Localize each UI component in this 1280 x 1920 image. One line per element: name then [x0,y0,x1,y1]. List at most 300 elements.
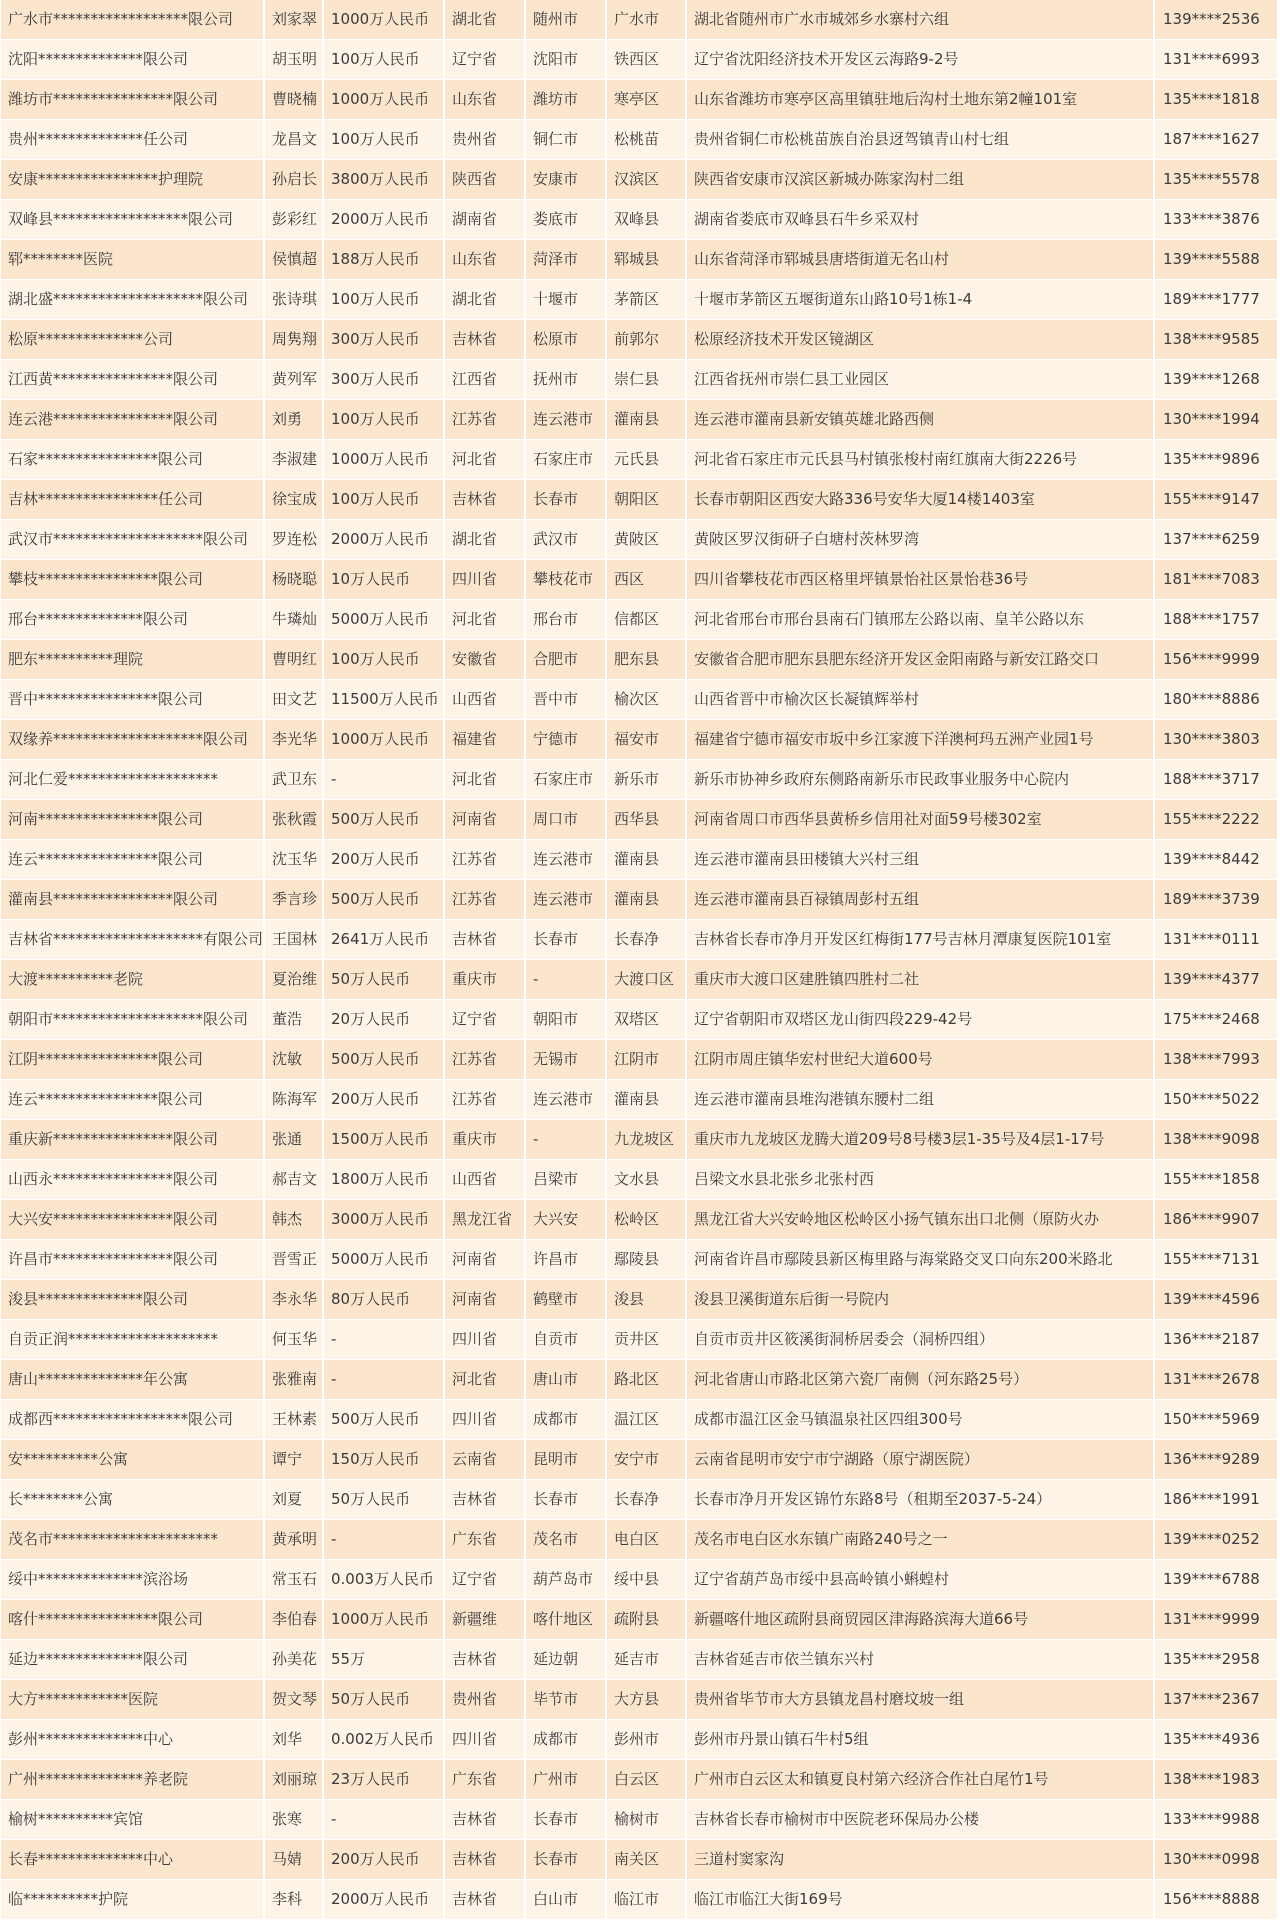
phone-cell: 130****1994 [1155,400,1279,440]
address-cell: 彭州市丹景山镇石牛村5组 [687,1720,1155,1760]
registered-capital-cell: 23万人民币 [324,1760,445,1800]
contact-name-cell: 董浩 [265,1000,324,1040]
city-cell: 葫芦岛市 [526,1560,607,1600]
table-row [1,720,1279,760]
registered-capital-cell: 3000万人民币 [324,1200,445,1240]
contact-name-cell: 侯慎超 [265,240,324,280]
registered-capital-cell: 1000万人民币 [324,440,445,480]
registered-capital-cell: 150万人民币 [324,1440,445,1480]
province-cell: 湖北省 [445,520,526,560]
address-cell: 十堰市茅箭区五堰街道东山路10号1栋1-4 [687,280,1155,320]
phone-cell: 155****1858 [1155,1160,1279,1200]
company-name-cell: 连云****************限公司 [1,840,265,880]
registered-capital-cell: 50万人民币 [324,960,445,1000]
address-cell: 松原经济技术开发区镜湖区 [687,320,1155,360]
city-cell: 晋中市 [526,680,607,720]
city-cell: 合肥市 [526,640,607,680]
city-cell: 许昌市 [526,1240,607,1280]
table-row [1,160,1279,200]
company-name-cell: 长********公寓 [1,1480,265,1520]
registered-capital-cell: 500万人民币 [324,1040,445,1080]
table-row [1,1200,1279,1240]
province-cell: 山东省 [445,80,526,120]
province-cell: 吉林省 [445,1800,526,1840]
city-cell: 连云港市 [526,840,607,880]
phone-cell: 136****2187 [1155,1320,1279,1360]
province-cell: 山西省 [445,1160,526,1200]
registered-capital-cell: 300万人民币 [324,360,445,400]
table-row [1,280,1279,320]
province-cell: 重庆市 [445,960,526,1000]
province-cell: 广东省 [445,1760,526,1800]
city-cell: 石家庄市 [526,440,607,480]
company-name-cell: 河南****************限公司 [1,800,265,840]
address-cell: 河北省石家庄市元氏县马村镇张梭村南红旗南大街2226号 [687,440,1155,480]
table-row [1,1480,1279,1520]
contact-name-cell: 田文艺 [265,680,324,720]
contact-name-cell: 徐宝成 [265,480,324,520]
address-cell: 连云港市灌南县百禄镇周彭村五组 [687,880,1155,920]
registered-capital-cell: 2641万人民币 [324,920,445,960]
province-cell: 江西省 [445,360,526,400]
contact-name-cell: 夏治维 [265,960,324,1000]
contact-name-cell: 罗连松 [265,520,324,560]
contact-name-cell: 郝吉文 [265,1160,324,1200]
address-cell: 辽宁省沈阳经济技术开发区云海路9-2号 [687,40,1155,80]
city-cell: 大兴安 [526,1200,607,1240]
province-cell: 四川省 [445,1720,526,1760]
company-name-cell: 大方************医院 [1,1680,265,1720]
contact-name-cell: 李科 [265,1880,324,1920]
phone-cell: 186****9907 [1155,1200,1279,1240]
phone-cell: 138****1983 [1155,1760,1279,1800]
district-cell: 福安市 [607,720,687,760]
phone-cell: 131****9999 [1155,1600,1279,1640]
company-name-cell: 榆树**********宾馆 [1,1800,265,1840]
contact-name-cell: 龙昌文 [265,120,324,160]
city-cell: - [526,960,607,1000]
phone-cell: 139****4596 [1155,1280,1279,1320]
table-row [1,360,1279,400]
province-cell: 吉林省 [445,920,526,960]
city-cell: 连云港市 [526,880,607,920]
address-cell: 广州市白云区太和镇夏良村第六经济合作社白尾竹1号 [687,1760,1155,1800]
city-cell: 吕梁市 [526,1160,607,1200]
district-cell: 榆树市 [607,1800,687,1840]
company-name-cell: 湖北盛********************限公司 [1,280,265,320]
phone-cell: 156****8888 [1155,1880,1279,1920]
contact-name-cell: 沈玉华 [265,840,324,880]
contact-name-cell: 张秋霞 [265,800,324,840]
registered-capital-cell: - [324,1360,445,1400]
contact-name-cell: 曹明红 [265,640,324,680]
table-row [1,1880,1279,1920]
district-cell: 路北区 [607,1360,687,1400]
district-cell: 长春净 [607,1480,687,1520]
contact-name-cell: 刘华 [265,1720,324,1760]
contact-name-cell: 牛璘灿 [265,600,324,640]
company-name-cell: 临**********护院 [1,1880,265,1920]
table-row [1,1400,1279,1440]
company-name-cell: 绥中**************滨浴场 [1,1560,265,1600]
table-row [1,800,1279,840]
company-name-cell: 长春**************中心 [1,1840,265,1880]
city-cell: 长春市 [526,1840,607,1880]
company-name-cell: 许昌市****************限公司 [1,1240,265,1280]
registered-capital-cell: 100万人民币 [324,640,445,680]
district-cell: 绥中县 [607,1560,687,1600]
registered-capital-cell: 200万人民币 [324,840,445,880]
registered-capital-cell: 80万人民币 [324,1280,445,1320]
district-cell: 寒亭区 [607,80,687,120]
contact-name-cell: 刘丽琼 [265,1760,324,1800]
address-cell: 四川省攀枝花市西区格里坪镇景怡社区景怡巷36号 [687,560,1155,600]
contact-name-cell: 李淑建 [265,440,324,480]
address-cell: 贵州省铜仁市松桃苗族自治县迓驾镇青山村七组 [687,120,1155,160]
city-cell: 无锡市 [526,1040,607,1080]
company-name-cell: 双缘养********************限公司 [1,720,265,760]
table-row [1,520,1279,560]
company-name-cell: 彭州**************中心 [1,1720,265,1760]
city-cell: 铜仁市 [526,120,607,160]
registered-capital-cell: 300万人民币 [324,320,445,360]
registered-capital-cell: 1500万人民币 [324,1120,445,1160]
district-cell: 白云区 [607,1760,687,1800]
city-cell: 长春市 [526,480,607,520]
province-cell: 吉林省 [445,320,526,360]
district-cell: 郓城县 [607,240,687,280]
province-cell: 广东省 [445,1520,526,1560]
district-cell: 大渡口区 [607,960,687,1000]
registered-capital-cell: - [324,1520,445,1560]
phone-cell: 150****5022 [1155,1080,1279,1120]
table-row [1,760,1279,800]
phone-cell: 188****1757 [1155,600,1279,640]
city-cell: 成都市 [526,1400,607,1440]
district-cell: 九龙坡区 [607,1120,687,1160]
city-cell: 鹤壁市 [526,1280,607,1320]
table-row [1,1240,1279,1280]
table-row [1,1760,1279,1800]
address-cell: 连云港市灌南县新安镇英雄北路西侧 [687,400,1155,440]
province-cell: 河南省 [445,1240,526,1280]
district-cell: 双塔区 [607,1000,687,1040]
table-row [1,1040,1279,1080]
contact-name-cell: 武卫东 [265,760,324,800]
city-cell: 连云港市 [526,1080,607,1120]
district-cell: 灌南县 [607,880,687,920]
district-cell: 文水县 [607,1160,687,1200]
company-name-cell: 吉林****************任公司 [1,480,265,520]
table-row [1,1160,1279,1200]
city-cell: 广州市 [526,1760,607,1800]
contact-name-cell: 彭彩红 [265,200,324,240]
company-name-cell: 安康****************护理院 [1,160,265,200]
table-row [1,920,1279,960]
province-cell: 江苏省 [445,400,526,440]
registered-capital-cell: 0.002万人民币 [324,1720,445,1760]
contact-name-cell: 曹晓楠 [265,80,324,120]
address-cell: 湖北省随州市广水市城郊乡水寨村六组 [687,0,1155,40]
district-cell: 临江市 [607,1880,687,1920]
city-cell: 自贡市 [526,1320,607,1360]
company-name-cell: 河北仁爱******************** [1,760,265,800]
contact-name-cell: 谭宁 [265,1440,324,1480]
contact-name-cell: 黄列军 [265,360,324,400]
contact-name-cell: 刘夏 [265,1480,324,1520]
district-cell: 松桃苗 [607,120,687,160]
phone-cell: 150****5969 [1155,1400,1279,1440]
district-cell: 贡井区 [607,1320,687,1360]
province-cell: 吉林省 [445,480,526,520]
company-name-cell: 石家****************限公司 [1,440,265,480]
table-row [1,1360,1279,1400]
table-row [1,960,1279,1000]
address-cell: 黑龙江省大兴安岭地区松岭区小扬气镇东出口北侧（原防火办 [687,1200,1155,1240]
province-cell: 江苏省 [445,880,526,920]
city-cell: 连云港市 [526,400,607,440]
district-cell: 元氏县 [607,440,687,480]
province-cell: 吉林省 [445,1480,526,1520]
company-name-cell: 朝阳市********************限公司 [1,1000,265,1040]
phone-cell: 135****9896 [1155,440,1279,480]
table-row [1,400,1279,440]
registered-capital-cell: - [324,760,445,800]
phone-cell: 139****0252 [1155,1520,1279,1560]
phone-cell: 130****3803 [1155,720,1279,760]
contact-name-cell: 何玉华 [265,1320,324,1360]
city-cell: 成都市 [526,1720,607,1760]
table-row [1,640,1279,680]
province-cell: 江苏省 [445,1080,526,1120]
contact-name-cell: 张雅南 [265,1360,324,1400]
address-cell: 河南省许昌市鄢陵县新区梅里路与海棠路交叉口向东200米路北 [687,1240,1155,1280]
province-cell: 新疆维 [445,1600,526,1640]
contact-name-cell: 黄承明 [265,1520,324,1560]
district-cell: 彭州市 [607,1720,687,1760]
city-cell: - [526,1120,607,1160]
district-cell: 广水市 [607,0,687,40]
address-cell: 山东省潍坊市寒亭区高里镇驻地后沟村土地东第2幢101室 [687,80,1155,120]
address-cell: 安徽省合肥市肥东县肥东经济开发区金阳南路与新安江路交口 [687,640,1155,680]
district-cell: 长春净 [607,920,687,960]
table-row [1,1280,1279,1320]
company-name-cell: 灌南县****************限公司 [1,880,265,920]
contact-name-cell: 周隽翔 [265,320,324,360]
phone-cell: 186****1991 [1155,1480,1279,1520]
table-row [1,560,1279,600]
address-cell: 江阴市周庄镇华宏村世纪大道600号 [687,1040,1155,1080]
province-cell: 云南省 [445,1440,526,1480]
table-row [1,240,1279,280]
contact-name-cell: 季言珍 [265,880,324,920]
city-cell: 唐山市 [526,1360,607,1400]
address-cell: 江西省抚州市崇仁县工业园区 [687,360,1155,400]
district-cell: 前郭尔 [607,320,687,360]
registered-capital-cell: 100万人民币 [324,480,445,520]
phone-cell: 139****4377 [1155,960,1279,1000]
address-cell: 新疆喀什地区疏附县商贸园区津海路滨海大道66号 [687,1600,1155,1640]
phone-cell: 133****9988 [1155,1800,1279,1840]
address-cell: 吕梁文水县北张乡北张村西 [687,1160,1155,1200]
address-cell: 陕西省安康市汉滨区新城办陈家沟村二组 [687,160,1155,200]
address-cell: 长春市朝阳区西安大路336号安华大厦14楼1403室 [687,480,1155,520]
province-cell: 河北省 [445,440,526,480]
phone-cell: 188****3717 [1155,760,1279,800]
address-cell: 辽宁省朝阳市双塔区龙山街四段229-42号 [687,1000,1155,1040]
table-row [1,1120,1279,1160]
contact-name-cell: 常玉石 [265,1560,324,1600]
district-cell: 铁西区 [607,40,687,80]
company-name-cell: 吉林省********************有限公司 [1,920,265,960]
address-cell: 成都市温江区金马镇温泉社区四组300号 [687,1400,1155,1440]
company-name-cell: 晋中****************限公司 [1,680,265,720]
district-cell: 肥东县 [607,640,687,680]
table-row [1,1560,1279,1600]
company-name-cell: 山西永****************限公司 [1,1160,265,1200]
province-cell: 山东省 [445,240,526,280]
company-name-cell: 安**********公寓 [1,1440,265,1480]
address-cell: 三道村窦家沟 [687,1840,1155,1880]
province-cell: 重庆市 [445,1120,526,1160]
city-cell: 长春市 [526,1800,607,1840]
address-cell: 浚县卫溪街道东后街一号院内 [687,1280,1155,1320]
province-cell: 四川省 [445,1320,526,1360]
province-cell: 吉林省 [445,1880,526,1920]
city-cell: 周口市 [526,800,607,840]
address-cell: 新乐市协神乡政府东侧路南新乐市民政事业服务中心院内 [687,760,1155,800]
phone-cell: 139****2536 [1155,0,1279,40]
city-cell: 长春市 [526,920,607,960]
registered-capital-cell: 1000万人民币 [324,720,445,760]
contact-name-cell: 李光华 [265,720,324,760]
company-name-cell: 双峰县******************限公司 [1,200,265,240]
province-cell: 贵州省 [445,1680,526,1720]
address-cell: 黄陂区罗汉街研子白塘村茨林罗湾 [687,520,1155,560]
phone-cell: 130****0998 [1155,1840,1279,1880]
registered-capital-cell: 500万人民币 [324,880,445,920]
table-row [1,1680,1279,1720]
province-cell: 河南省 [445,800,526,840]
contact-name-cell: 张寒 [265,1800,324,1840]
company-name-cell: 江西黄****************限公司 [1,360,265,400]
district-cell: 安宁市 [607,1440,687,1480]
registered-capital-cell: - [324,1320,445,1360]
district-cell: 延吉市 [607,1640,687,1680]
company-name-cell: 成都西******************限公司 [1,1400,265,1440]
contact-name-cell: 李伯春 [265,1600,324,1640]
table-row [1,1080,1279,1120]
contact-name-cell: 孙启长 [265,160,324,200]
city-cell: 松原市 [526,320,607,360]
table-row [1,120,1279,160]
contact-name-cell: 王林素 [265,1400,324,1440]
city-cell: 菏泽市 [526,240,607,280]
registered-capital-cell: - [324,1800,445,1840]
province-cell: 河南省 [445,1280,526,1320]
contact-name-cell: 李永华 [265,1280,324,1320]
company-name-cell: 茂名市********************** [1,1520,265,1560]
table-row [1,80,1279,120]
province-cell: 陕西省 [445,160,526,200]
registered-capital-cell: 1000万人民币 [324,1600,445,1640]
city-cell: 喀什地区 [526,1600,607,1640]
company-name-cell: 潍坊市****************限公司 [1,80,265,120]
district-cell: 鄢陵县 [607,1240,687,1280]
province-cell: 山西省 [445,680,526,720]
phone-cell: 138****9098 [1155,1120,1279,1160]
district-cell: 大方县 [607,1680,687,1720]
province-cell: 江苏省 [445,840,526,880]
city-cell: 随州市 [526,0,607,40]
province-cell: 辽宁省 [445,40,526,80]
district-cell: 灌南县 [607,840,687,880]
province-cell: 吉林省 [445,1840,526,1880]
district-cell: 新乐市 [607,760,687,800]
phone-cell: 189****1777 [1155,280,1279,320]
district-cell: 江阴市 [607,1040,687,1080]
address-cell: 临江市临江大街169号 [687,1880,1155,1920]
city-cell: 茂名市 [526,1520,607,1560]
phone-cell: 135****2958 [1155,1640,1279,1680]
address-cell: 连云港市灌南县田楼镇大兴村三组 [687,840,1155,880]
district-cell: 电白区 [607,1520,687,1560]
province-cell: 安徽省 [445,640,526,680]
city-cell: 娄底市 [526,200,607,240]
phone-cell: 138****7993 [1155,1040,1279,1080]
province-cell: 湖南省 [445,200,526,240]
company-name-cell: 广水市******************限公司 [1,0,265,40]
address-cell: 河北省邢台市邢台县南石门镇邢左公路以南、皇羊公路以东 [687,600,1155,640]
registered-capital-cell: 500万人民币 [324,1400,445,1440]
city-cell: 武汉市 [526,520,607,560]
contact-name-cell: 杨晓聪 [265,560,324,600]
province-cell: 福建省 [445,720,526,760]
phone-cell: 155****7131 [1155,1240,1279,1280]
city-cell: 长春市 [526,1480,607,1520]
address-cell: 茂名市电白区水东镇广南路240号之一 [687,1520,1155,1560]
registered-capital-cell: 50万人民币 [324,1480,445,1520]
phone-cell: 156****9999 [1155,640,1279,680]
records-table [1,0,1279,1920]
table-row [1,1520,1279,1560]
registered-capital-cell: 55万 [324,1640,445,1680]
address-cell: 福建省宁德市福安市坂中乡江家渡下洋澳柯玛五洲产业园1号 [687,720,1155,760]
company-name-cell: 浚县**************限公司 [1,1280,265,1320]
company-name-cell: 攀枝****************限公司 [1,560,265,600]
phone-cell: 139****8442 [1155,840,1279,880]
company-name-cell: 郓********医院 [1,240,265,280]
district-cell: 灌南县 [607,1080,687,1120]
district-cell: 松岭区 [607,1200,687,1240]
table-row [1,1840,1279,1880]
registered-capital-cell: 1000万人民币 [324,80,445,120]
contact-name-cell: 晋雪正 [265,1240,324,1280]
district-cell: 榆次区 [607,680,687,720]
district-cell: 西华县 [607,800,687,840]
company-name-cell: 江阴****************限公司 [1,1040,265,1080]
table-row [1,0,1279,40]
phone-cell: 135****5578 [1155,160,1279,200]
table-row [1,880,1279,920]
registered-capital-cell: 2000万人民币 [324,520,445,560]
registered-capital-cell: 5000万人民币 [324,600,445,640]
contact-name-cell: 孙美花 [265,1640,324,1680]
district-cell: 茅箭区 [607,280,687,320]
registered-capital-cell: 200万人民币 [324,1080,445,1120]
registered-capital-cell: 50万人民币 [324,1680,445,1720]
phone-cell: 180****8886 [1155,680,1279,720]
